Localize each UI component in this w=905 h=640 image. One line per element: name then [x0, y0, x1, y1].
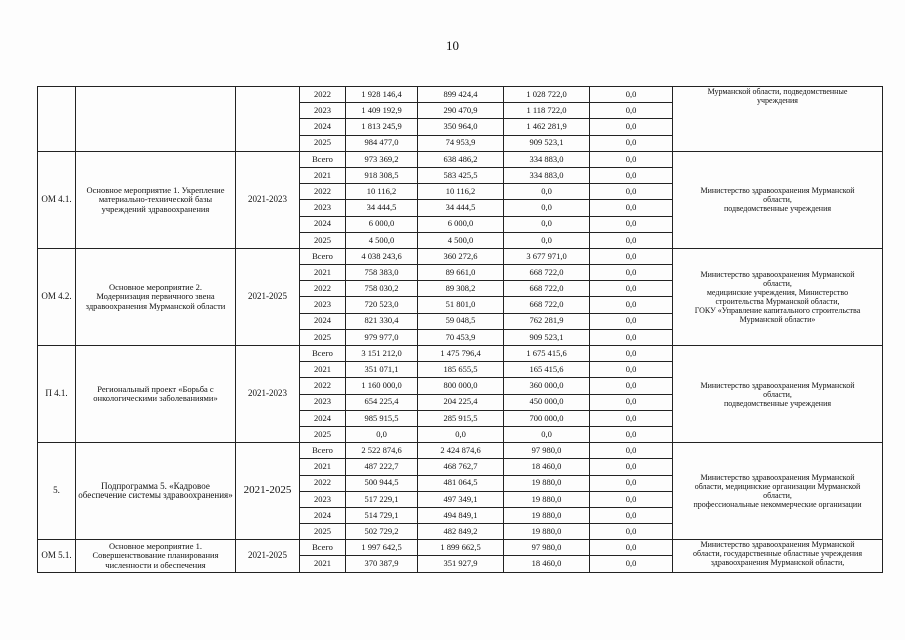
regional-cell: 899 424,4 — [418, 87, 504, 103]
federal-cell: 668 722,0 — [504, 297, 590, 313]
program-name-line: здравоохранения Мурманской области — [85, 300, 226, 311]
other-cell: 0,0 — [590, 475, 673, 491]
total-cell: 1 997 642,5 — [346, 540, 418, 556]
regional-cell: 290 470,9 — [418, 103, 504, 119]
other-cell: 0,0 — [590, 265, 673, 281]
other-cell: 0,0 — [590, 556, 673, 572]
federal-cell: 0,0 — [504, 216, 590, 232]
year-cell: 2021 — [300, 265, 346, 281]
federal-cell: 0,0 — [504, 426, 590, 442]
program-name-line: Совершенствование планирования — [92, 550, 219, 561]
regional-cell: 482 849,2 — [418, 524, 504, 540]
year-cell: 2024 — [300, 216, 346, 232]
federal-cell: 762 281,9 — [504, 313, 590, 329]
federal-cell: 334 883,0 — [504, 167, 590, 183]
executor — [673, 87, 883, 152]
executor-line: медицинские учреждения, Министерство — [706, 287, 849, 297]
total-cell: 720 523,0 — [346, 297, 418, 313]
regional-cell: 638 486,2 — [418, 151, 504, 167]
regional-cell: 800 000,0 — [418, 378, 504, 394]
regional-cell: 70 453,9 — [418, 329, 504, 345]
regional-cell: 204 225,4 — [418, 394, 504, 410]
executor-line: Министерство здравоохранения Мурманской — [700, 473, 855, 483]
total-cell: 500 944,5 — [346, 475, 418, 491]
other-cell: 0,0 — [590, 410, 673, 426]
other-cell: 0,0 — [590, 87, 673, 103]
year-cell: 2025 — [300, 426, 346, 442]
other-cell: 0,0 — [590, 119, 673, 135]
total-cell: 985 915,5 — [346, 410, 418, 426]
year-cell: 2021 — [300, 362, 346, 378]
program-name-line: численности и обеспечения — [105, 559, 206, 570]
year-cell: Всего — [300, 346, 346, 362]
executor — [673, 248, 883, 345]
executor — [673, 443, 883, 540]
table-row — [38, 151, 883, 167]
executor-line: здравоохранения Мурманской области, — [710, 558, 845, 568]
other-cell: 0,0 — [590, 524, 673, 540]
table-row — [38, 540, 883, 556]
year-cell: 2023 — [300, 297, 346, 313]
program-name — [76, 87, 236, 152]
regional-cell: 468 762,7 — [418, 459, 504, 475]
year-cell: 2025 — [300, 524, 346, 540]
program-name-line: учреждений здравоохранения — [101, 203, 210, 214]
federal-cell: 165 415,6 — [504, 362, 590, 378]
other-cell: 0,0 — [590, 491, 673, 507]
other-cell: 0,0 — [590, 184, 673, 200]
regional-cell: 583 425,5 — [418, 167, 504, 183]
other-cell: 0,0 — [590, 313, 673, 329]
year-cell: 2021 — [300, 459, 346, 475]
other-cell: 0,0 — [590, 394, 673, 410]
executor-line: подведомственные учреждения — [723, 204, 832, 214]
total-cell: 979 977,0 — [346, 329, 418, 345]
regional-cell: 6 000,0 — [418, 216, 504, 232]
other-cell: 0,0 — [590, 329, 673, 345]
item-code: ОМ 5.1. — [38, 540, 76, 572]
regional-cell: 494 849,1 — [418, 507, 504, 523]
executor-line: учреждения — [757, 96, 798, 105]
program-name-line: Подпрограмма 5. «Кадровое — [101, 480, 210, 491]
total-cell: 487 222,7 — [346, 459, 418, 475]
item-code: П 4.1. — [38, 346, 76, 443]
federal-cell: 19 880,0 — [504, 507, 590, 523]
executor-line: области, — [763, 389, 792, 399]
regional-cell: 1 899 662,5 — [418, 540, 504, 556]
executor-line: области, государственные областные учреждения — [692, 549, 863, 559]
executor-line: Мурманской области» — [739, 314, 816, 324]
regional-cell: 350 964,0 — [418, 119, 504, 135]
page-number: 10 — [446, 38, 459, 53]
regional-cell: 285 915,5 — [418, 410, 504, 426]
other-cell: 0,0 — [590, 248, 673, 264]
total-cell: 973 369,2 — [346, 151, 418, 167]
other-cell: 0,0 — [590, 362, 673, 378]
federal-cell: 0,0 — [504, 184, 590, 200]
other-cell: 0,0 — [590, 103, 673, 119]
other-cell: 0,0 — [590, 378, 673, 394]
total-cell: 1 160 000,0 — [346, 378, 418, 394]
total-cell: 502 729,2 — [346, 524, 418, 540]
federal-cell: 1 675 415,6 — [504, 346, 590, 362]
regional-cell: 481 064,5 — [418, 475, 504, 491]
other-cell: 0,0 — [590, 346, 673, 362]
regional-cell: 185 655,5 — [418, 362, 504, 378]
other-cell: 0,0 — [590, 281, 673, 297]
total-cell: 517 229,1 — [346, 491, 418, 507]
regional-cell: 89 661,0 — [418, 265, 504, 281]
table-row — [38, 443, 883, 459]
item-code: ОМ 4.1. — [38, 151, 76, 248]
executor-line: Мурманской области, подведомственные — [707, 87, 848, 96]
executor-line: Министерство здравоохранения Мурманской — [700, 380, 855, 390]
other-cell: 0,0 — [590, 167, 673, 183]
table-row — [38, 248, 883, 264]
year-cell: 2025 — [300, 135, 346, 151]
year-cell: 2022 — [300, 184, 346, 200]
table-row — [38, 346, 883, 362]
federal-cell: 360 000,0 — [504, 378, 590, 394]
regional-cell: 51 801,0 — [418, 297, 504, 313]
item-code: 5. — [38, 443, 76, 540]
other-cell: 0,0 — [590, 507, 673, 523]
total-cell: 370 387,9 — [346, 556, 418, 572]
program-name-line: Основное мероприятие 1. Укрепление — [86, 184, 225, 195]
regional-cell: 4 500,0 — [418, 232, 504, 248]
period — [236, 87, 300, 152]
total-cell: 0,0 — [346, 426, 418, 442]
total-cell: 4 500,0 — [346, 232, 418, 248]
total-cell: 10 116,2 — [346, 184, 418, 200]
federal-cell: 668 722,0 — [504, 265, 590, 281]
federal-cell: 19 880,0 — [504, 491, 590, 507]
program-name-line: материально-технической базы — [98, 194, 213, 205]
other-cell: 0,0 — [590, 426, 673, 442]
program-name — [76, 540, 236, 572]
total-cell: 514 729,1 — [346, 507, 418, 523]
other-cell: 0,0 — [590, 151, 673, 167]
other-cell: 0,0 — [590, 459, 673, 475]
year-cell: 2025 — [300, 329, 346, 345]
federal-cell: 19 880,0 — [504, 524, 590, 540]
regional-cell: 2 424 874,6 — [418, 443, 504, 459]
other-cell: 0,0 — [590, 232, 673, 248]
total-cell: 1 928 146,4 — [346, 87, 418, 103]
program-name — [76, 248, 236, 345]
federal-cell: 700 000,0 — [504, 410, 590, 426]
total-cell: 758 030,2 — [346, 281, 418, 297]
year-cell: Всего — [300, 151, 346, 167]
program-name — [76, 346, 236, 443]
total-cell: 1 409 192,9 — [346, 103, 418, 119]
federal-cell: 668 722,0 — [504, 281, 590, 297]
period: 2021-2023 — [236, 151, 300, 248]
program-name — [76, 443, 236, 540]
regional-cell: 360 272,6 — [418, 248, 504, 264]
regional-cell: 10 116,2 — [418, 184, 504, 200]
executor-line: ГОКУ «Управление капитального строительства — [694, 305, 861, 315]
total-cell: 34 444,5 — [346, 200, 418, 216]
total-cell: 1 813 245,9 — [346, 119, 418, 135]
federal-cell: 1 118 722,0 — [504, 103, 590, 119]
year-cell: Всего — [300, 443, 346, 459]
period: 2021-2025 — [236, 443, 300, 540]
year-cell: 2022 — [300, 281, 346, 297]
federal-cell: 97 980,0 — [504, 443, 590, 459]
federal-cell: 19 880,0 — [504, 475, 590, 491]
item-code: ОМ 4.2. — [38, 248, 76, 345]
executor-line: профессиональные некоммерческие организации — [693, 500, 862, 510]
regional-cell: 0,0 — [418, 426, 504, 442]
other-cell: 0,0 — [590, 216, 673, 232]
executor-line: области, медицинские организации Мурманской — [694, 482, 861, 492]
executor-line: области, — [763, 491, 792, 501]
regional-cell: 497 349,1 — [418, 491, 504, 507]
regional-cell: 1 475 796,4 — [418, 346, 504, 362]
program-name-line: обеспечение системы здравоохранения» — [78, 490, 233, 501]
executor — [673, 346, 883, 443]
program-name-line: Модернизация первичного звена — [96, 291, 215, 302]
federal-cell: 0,0 — [504, 200, 590, 216]
total-cell: 654 225,4 — [346, 394, 418, 410]
year-cell: 2021 — [300, 167, 346, 183]
total-cell: 4 038 243,6 — [346, 248, 418, 264]
executor-line: Министерство здравоохранения Мурманской — [700, 186, 855, 196]
program-name-line: онкологическими заболеваниями» — [93, 393, 218, 404]
federal-cell: 909 523,1 — [504, 135, 590, 151]
period: 2021-2023 — [236, 346, 300, 443]
other-cell: 0,0 — [590, 540, 673, 556]
funding-table — [37, 86, 883, 573]
total-cell: 6 000,0 — [346, 216, 418, 232]
executor-line: области, — [763, 278, 792, 288]
federal-cell: 18 460,0 — [504, 556, 590, 572]
year-cell: Всего — [300, 248, 346, 264]
total-cell: 821 330,4 — [346, 313, 418, 329]
year-cell: 2023 — [300, 200, 346, 216]
federal-cell: 450 000,0 — [504, 394, 590, 410]
executor-line: области, — [763, 195, 792, 205]
federal-cell: 1 028 722,0 — [504, 87, 590, 103]
total-cell: 984 477,0 — [346, 135, 418, 151]
year-cell: 2021 — [300, 556, 346, 572]
federal-cell: 97 980,0 — [504, 540, 590, 556]
executor-line: Министерство здравоохранения Мурманской — [700, 540, 855, 550]
program-name — [76, 151, 236, 248]
year-cell: 2024 — [300, 119, 346, 135]
item-code — [38, 87, 76, 152]
regional-cell: 74 953,9 — [418, 135, 504, 151]
program-name-line: Основное мероприятие 2. — [109, 281, 202, 292]
regional-cell: 351 927,9 — [418, 556, 504, 572]
other-cell: 0,0 — [590, 200, 673, 216]
year-cell: 2023 — [300, 394, 346, 410]
table-row — [38, 87, 883, 103]
total-cell: 3 151 212,0 — [346, 346, 418, 362]
year-cell: 2022 — [300, 87, 346, 103]
total-cell: 351 071,1 — [346, 362, 418, 378]
total-cell: 758 383,0 — [346, 265, 418, 281]
year-cell: Всего — [300, 540, 346, 556]
federal-cell: 334 883,0 — [504, 151, 590, 167]
executor-line: строительства Мурманской области, — [715, 296, 840, 306]
federal-cell: 3 677 971,0 — [504, 248, 590, 264]
year-cell: 2023 — [300, 491, 346, 507]
federal-cell: 18 460,0 — [504, 459, 590, 475]
period: 2021-2025 — [236, 248, 300, 345]
year-cell: 2024 — [300, 313, 346, 329]
program-name-line: Основное мероприятие 1. — [109, 540, 202, 551]
year-cell: 2024 — [300, 507, 346, 523]
year-cell: 2022 — [300, 475, 346, 491]
regional-cell: 59 048,5 — [418, 313, 504, 329]
year-cell: 2023 — [300, 103, 346, 119]
federal-cell: 0,0 — [504, 232, 590, 248]
regional-cell: 34 444,5 — [418, 200, 504, 216]
regional-cell: 89 308,2 — [418, 281, 504, 297]
other-cell: 0,0 — [590, 443, 673, 459]
federal-cell: 909 523,1 — [504, 329, 590, 345]
total-cell: 918 308,5 — [346, 167, 418, 183]
program-name-line: Региональный проект «Борьба с — [97, 383, 214, 394]
other-cell: 0,0 — [590, 297, 673, 313]
total-cell: 2 522 874,6 — [346, 443, 418, 459]
year-cell: 2022 — [300, 378, 346, 394]
executor — [673, 540, 883, 572]
executor-line: Министерство здравоохранения Мурманской — [700, 269, 855, 279]
executor-line: подведомственные учреждения — [723, 398, 832, 408]
other-cell: 0,0 — [590, 135, 673, 151]
federal-cell: 1 462 281,9 — [504, 119, 590, 135]
year-cell: 2025 — [300, 232, 346, 248]
year-cell: 2024 — [300, 410, 346, 426]
executor — [673, 151, 883, 248]
period: 2021-2025 — [236, 540, 300, 572]
